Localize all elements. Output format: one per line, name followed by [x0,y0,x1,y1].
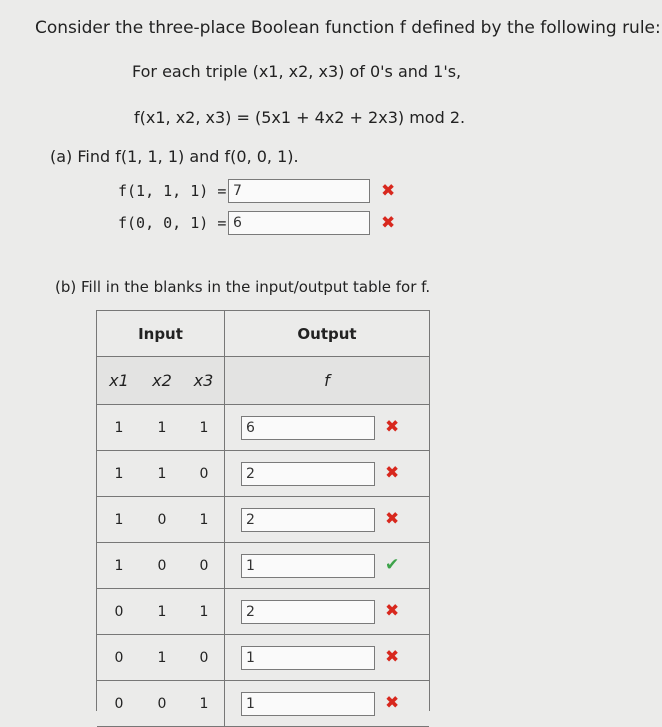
x1-cell: 0 [114,696,124,712]
io-table [96,310,430,711]
incorrect-mark-icon: ✖ [381,181,396,201]
question-prompt: Consider the three-place Boolean function f defined by the following rule: [35,18,661,38]
table-row [97,451,429,497]
x2-header: x2 [141,357,183,405]
output-input[interactable] [241,508,375,532]
output-input[interactable] [241,646,375,670]
x3-cell: 1 [199,604,209,620]
column-divider [224,681,225,726]
table-row [97,681,429,727]
x3-cell: 1 [199,420,209,436]
incorrect-mark-icon: ✖ [385,417,400,437]
x1-cell: 0 [114,604,124,620]
answer-f001-input[interactable] [228,211,370,235]
output-input[interactable] [241,416,375,440]
x1-cell: 0 [114,650,124,666]
x1-cell: 1 [114,466,124,482]
f-header: f [225,357,429,405]
x2-cell: 1 [157,650,167,666]
table-row [97,543,429,589]
incorrect-mark-icon: ✖ [385,463,400,483]
x2-cell: 1 [157,420,167,436]
rule-line-1: For each triple (x1, x2, x3) of 0's and 1's, [132,62,462,81]
column-divider [224,635,225,680]
x3-cell: 1 [199,696,209,712]
incorrect-mark-icon: ✖ [385,693,400,713]
correct-mark-icon: ✔ [385,555,400,575]
incorrect-mark-icon: ✖ [385,509,400,529]
output-input[interactable] [241,554,375,578]
x3-cell: 0 [199,466,209,482]
x1-cell: 1 [114,558,124,574]
part-b-label: (b) Fill in the blanks in the input/output table for f. [55,278,431,296]
answer-f111-input[interactable] [228,179,370,203]
column-divider [224,543,225,588]
column-divider [224,405,225,450]
x3-cell: 0 [199,650,209,666]
x3-header: x3 [183,357,225,405]
rule-line-2: f(x1, x2, x3) = (5x1 + 4x2 + 2x3) mod 2. [134,108,466,127]
table-row [97,589,429,635]
table-row [97,405,429,451]
incorrect-mark-icon: ✖ [381,213,396,233]
output-input[interactable] [241,600,375,624]
part-a-label: (a) Find f(1, 1, 1) and f(0, 0, 1). [50,147,299,166]
incorrect-mark-icon: ✖ [385,601,400,621]
x2-cell: 0 [157,512,167,528]
output-input[interactable] [241,462,375,486]
column-divider [224,589,225,634]
table-row [97,635,429,681]
incorrect-mark-icon: ✖ [385,647,400,667]
x2-cell: 1 [157,604,167,620]
column-divider [224,497,225,542]
x3-cell: 0 [199,558,209,574]
output-header: Output [225,311,429,357]
answer-2-expression: f(0, 0, 1) = [118,214,227,232]
x1-header: x1 [97,357,141,405]
table-row [97,497,429,543]
answer-1-expression: f(1, 1, 1) = [118,182,227,200]
x1-cell: 1 [114,512,124,528]
x2-cell: 0 [157,558,167,574]
input-header: Input [97,311,225,357]
output-input[interactable] [241,692,375,716]
column-divider [224,451,225,496]
x2-cell: 0 [157,696,167,712]
x2-cell: 1 [157,466,167,482]
x3-cell: 1 [199,512,209,528]
x1-cell: 1 [114,420,124,436]
